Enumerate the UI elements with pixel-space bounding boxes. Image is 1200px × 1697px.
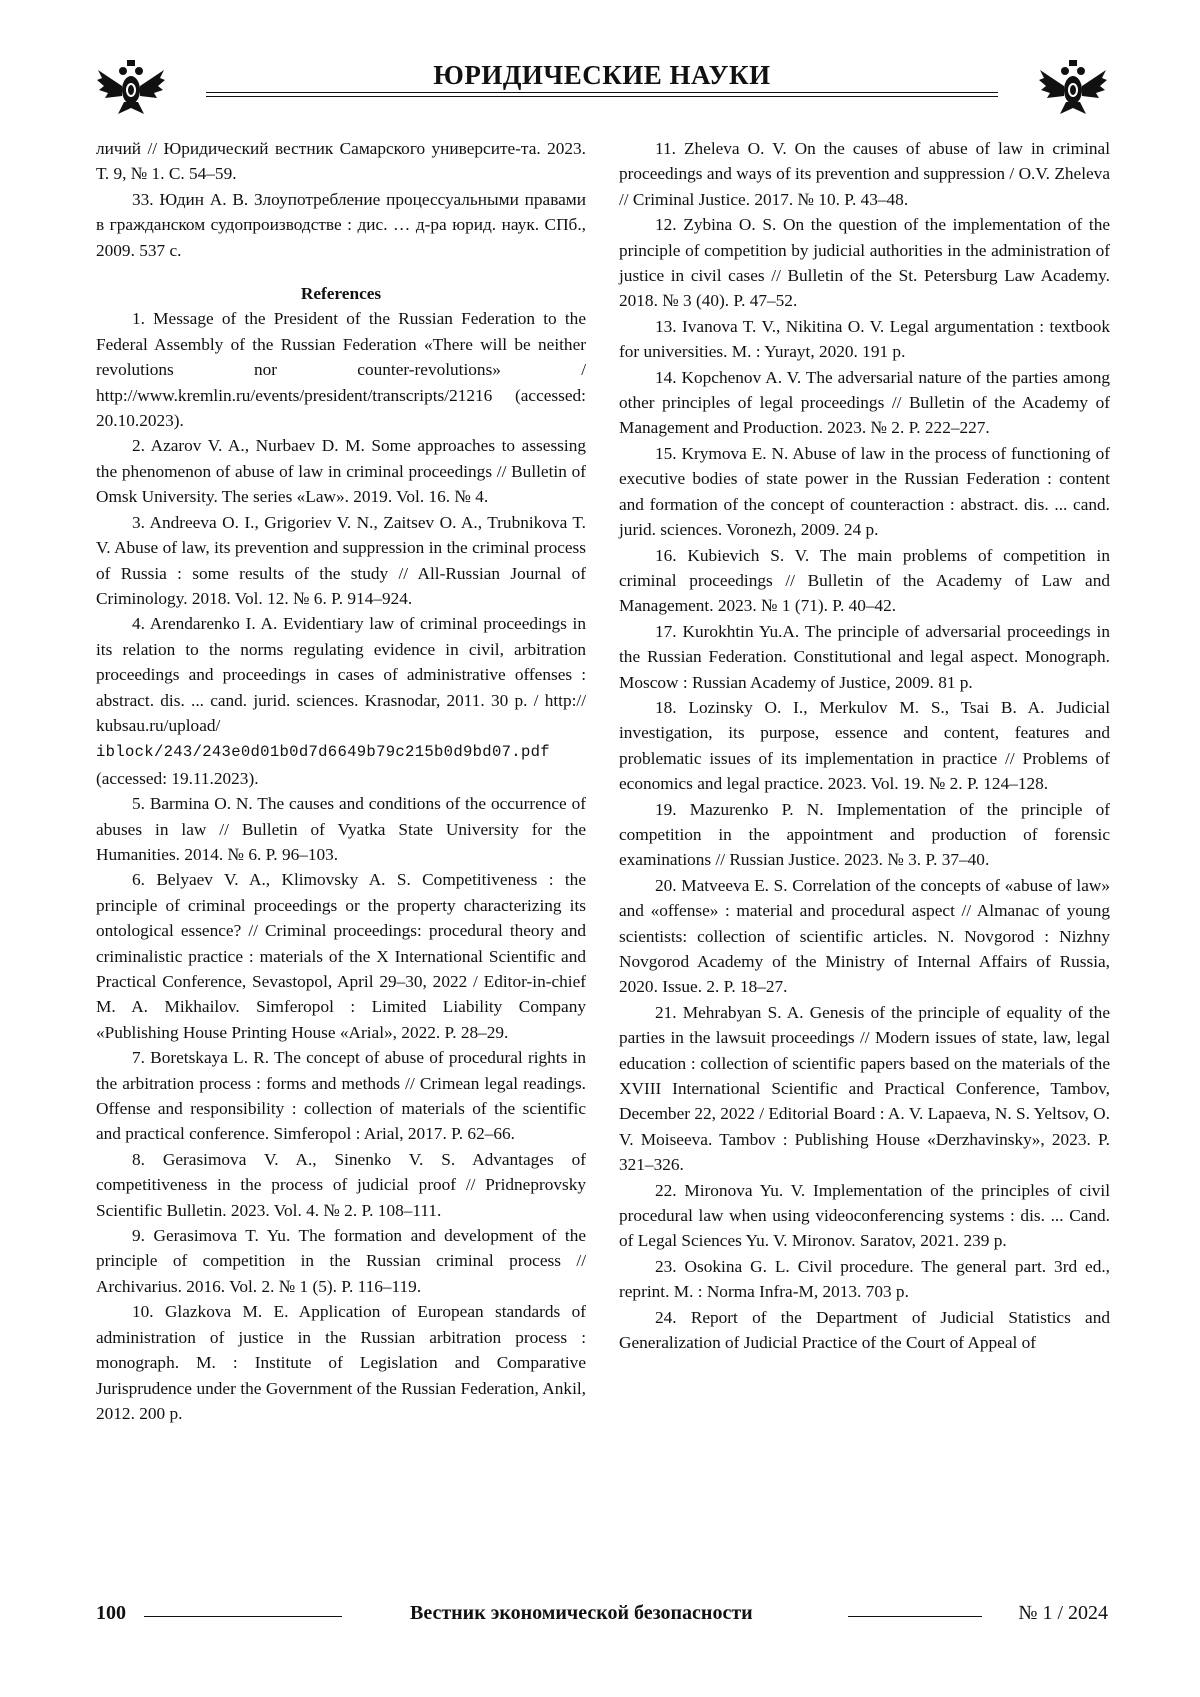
journal-name: Вестник экономической безопасности — [410, 1602, 753, 1624]
reference-item: 21. Mehrabyan S. A. Genesis of the principle of equality of the parties in the lawsuit proceedings // Modern issues of state, law, legal education : collection of scientific papers based on the materials of the XVIII International Scientific and Practical Conference, Tambov, December 22, 2022 / Editorial Board : A. V. Lapaeva, N. S. Yeltsov, O. V. Moiseeva. Tambov : Publishing House «Derzhavinsky», 2023. P. 321–326. — [619, 1002, 1110, 1175]
reference-item: 33. Юдин А. В. Злоупотребление процессуальными правами в гражданском судопроизводстве : дис. … д-ра юрид. наук. СПб., 2009. 537 с. — [96, 189, 586, 260]
footer-rule — [144, 1616, 342, 1617]
reference-item: 5. Barmina O. N. The causes and conditions of the occurrence of abuses in law // Bulletin of Vyatka State University for the Humanities. 2014. № 6. P. 96–103. — [96, 794, 586, 864]
reference-item: 20. Matveeva E. S. Correlation of the concepts of «abuse of law» and «offense» : material and procedural aspect // Almanac of young scientists: collection of scientific articles. N. Novgorod : Nizhny Novgorod Academy of the Ministry of Internal Affairs of Russia, 2020. Issue. 2. P. 18–27. — [619, 875, 1110, 997]
header-rule — [206, 92, 998, 93]
reference-item: 6. Belyaev V. A., Klimovsky A. S. Competitiveness : the principle of criminal proceedings or the property characterizing its ontological essence? // Criminal proceedings: procedural theory and criminalistic practice : materials of the X International Scientific and Practical Conference, Sevastopol, April 29–30, 2022 / Editor-in-chief M. A. Mikhailov. Simferopol : Limited Liability Company «Publishing House Printing House «Arial», 2022. P. 28–29. — [96, 870, 586, 1042]
reference-item: 23. Osokina G. L. Civil procedure. The general part. 3rd ed., reprint. M. : Norma Infra-M, 2013. 703 p. — [619, 1256, 1110, 1302]
header-rule — [206, 96, 998, 97]
reference-item: 24. Report of the Department of Judicial Statistics and Generalization of Judicial Practice of the Court of Appeal of — [619, 1307, 1110, 1353]
double-headed-eagle-emblem-icon — [1038, 56, 1108, 116]
section-title: ЮРИДИЧЕСКИЕ НАУКИ — [433, 60, 771, 90]
reference-item: 17. Kurokhtin Yu.A. The principle of adversarial proceedings in the Russian Federation. Constitutional and legal aspect. Monograph. Moscow : Russian Academy of Justice, 2009. 81 p. — [619, 621, 1110, 692]
reference-url: iblock/243/243e0d01b0d7d6649b79c215b0d9bd07.pdf — [96, 743, 550, 762]
reference-item: 12. Zybina O. S. On the question of the implementation of the principle of competition by judicial authorities in the administration of justice in civil cases // Bulletin of the St. Petersburg Law Academy. 2018. № 3 (40). P. 47–52. — [619, 215, 1110, 311]
reference-item: 2. Azarov V. A., Nurbaev D. M. Some approaches to assessing the phenomenon of abuse of law in criminal proceedings // Bulletin of Omsk University. The series «Law». 2019. Vol. 16. № 4. — [96, 436, 586, 507]
page-number: 100 — [96, 1602, 126, 1624]
reference-item: 14. Kopchenov A. V. The adversarial nature of the parties among other principles of legal proceedings // Bulletin of the Academy of Management and Production. 2023. № 2. P. 222–227. — [619, 367, 1110, 438]
reference-text: (accessed: 19.11.2023). — [96, 768, 259, 788]
reference-item: 9. Gerasimova T. Yu. The formation and development of the principle of competition in the Russian criminal process // Archivarius. 2016. Vol. 2. № 1 (5). P. 116–119. — [96, 1226, 586, 1296]
reference-item: 15. Krymova E. N. Abuse of law in the process of functioning of executive bodies of state power in the Russian Federation : content and formation of the concept of counteraction : abstract. dis. ... cand. jurid. sciences. Voronezh, 2009. 24 p. — [619, 443, 1110, 540]
reference-item: 13. Ivanova T. V., Nikitina O. V. Legal argumentation : textbook for universities. M. : Yurayt, 2020. 191 p. — [619, 316, 1110, 362]
reference-item: 16. Kubievich S. V. The main problems of competition in criminal proceedings // Bulletin of the Academy of Law and Management. 2023. № 1 (71). P. 40–42. — [619, 545, 1110, 616]
footer-rule — [848, 1616, 982, 1617]
reference-item: 11. Zheleva O. V. On the causes of abuse of law in criminal proceedings and ways of its prevention and suppression / O.V. Zheleva // Criminal Justice. 2017. № 10. P. 43–48. — [619, 139, 1110, 209]
references-heading: References — [300, 284, 382, 304]
reference-item: 7. Boretskaya L. R. The concept of abuse of procedural rights in the arbitration process : forms and methods // Crimean legal readings. Offense and responsibility : collection of materials of the scientific and practical conference. Simferopol : Arial, 2017. P. 62–66. — [96, 1048, 586, 1144]
page-footer — [96, 1602, 1108, 1632]
reference-item: 19. Mazurenko P. N. Implementation of the principle of competition in the appointment and production of forensic examinations // Russian Justice. 2023. № 3. P. 37–40. — [619, 799, 1110, 870]
reference-item: 3. Andreeva O. I., Grigoriev V. N., Zaitsev O. A., Trubnikova T. V. Abuse of law, its prevention and suppression in the criminal process of Russia : some results of the study // All-Russian Journal of Criminology. 2018. Vol. 12. № 6. P. 914–924. — [96, 512, 586, 608]
running-header — [96, 56, 1108, 118]
right-column — [619, 136, 1110, 1356]
reference-item: 22. Mironova Yu. V. Implementation of the principles of civil procedural law when using videoconferencing systems : dis. ... Cand. of Legal Sciences Yu. V. Mironov. Saratov, 2021. 239 p. — [619, 1180, 1110, 1251]
reference-item: 10. Glazkova M. E. Application of European standards of administration of justice in the Russian arbitration process : monograph. M. : Institute of Legislation and Comparative Jurisprudence under the Government of the Russian Federation, Ankil, 2012. 200 p. — [96, 1302, 586, 1423]
reference-item: 18. Lozinsky O. I., Merkulov M. S., Tsai B. A. Judicial investigation, its purpose, essence and content, features and problematic issues of its implementation in practice // Problems of economics and legal practice. 2023. Vol. 19. № 2. P. 124–128. — [619, 697, 1110, 794]
left-column — [96, 136, 586, 1426]
reference-item: 8. Gerasimova V. A., Sinenko V. S. Advantages of competitiveness in the process of judicial proof // Pridneprovsky Scientific Bulletin. 2023. Vol. 4. № 2. P. 108–111. — [96, 1149, 586, 1220]
issue-number: № 1 / 2024 — [1018, 1602, 1108, 1624]
reference-text: 4. Arendarenko I. A. Evidentiary law of criminal proceedings in its relation to the norms regulating evidence in civil, arbitration proceedings and proceedings in cases of administrative offenses : abstract. dis. ... cand. jurid. sciences. Krasnodar, 2011. 30 p. / http:// kubsau.ru/upload/ — [96, 614, 586, 735]
reference-item — [96, 611, 586, 791]
reference-item: 1. Message of the President of the Russian Federation to the Federal Assembly of the Russian Federation «There will be neither revolutions nor counter-revolutions» / http://www.kremlin.ru/events/president/transcripts/21216 (accessed: 20.10.2023). — [96, 309, 586, 431]
reference-continuation: личий // Юридический вестник Самарского университе-та. 2023. Т. 9, № 1. С. 54–59. — [96, 139, 586, 184]
